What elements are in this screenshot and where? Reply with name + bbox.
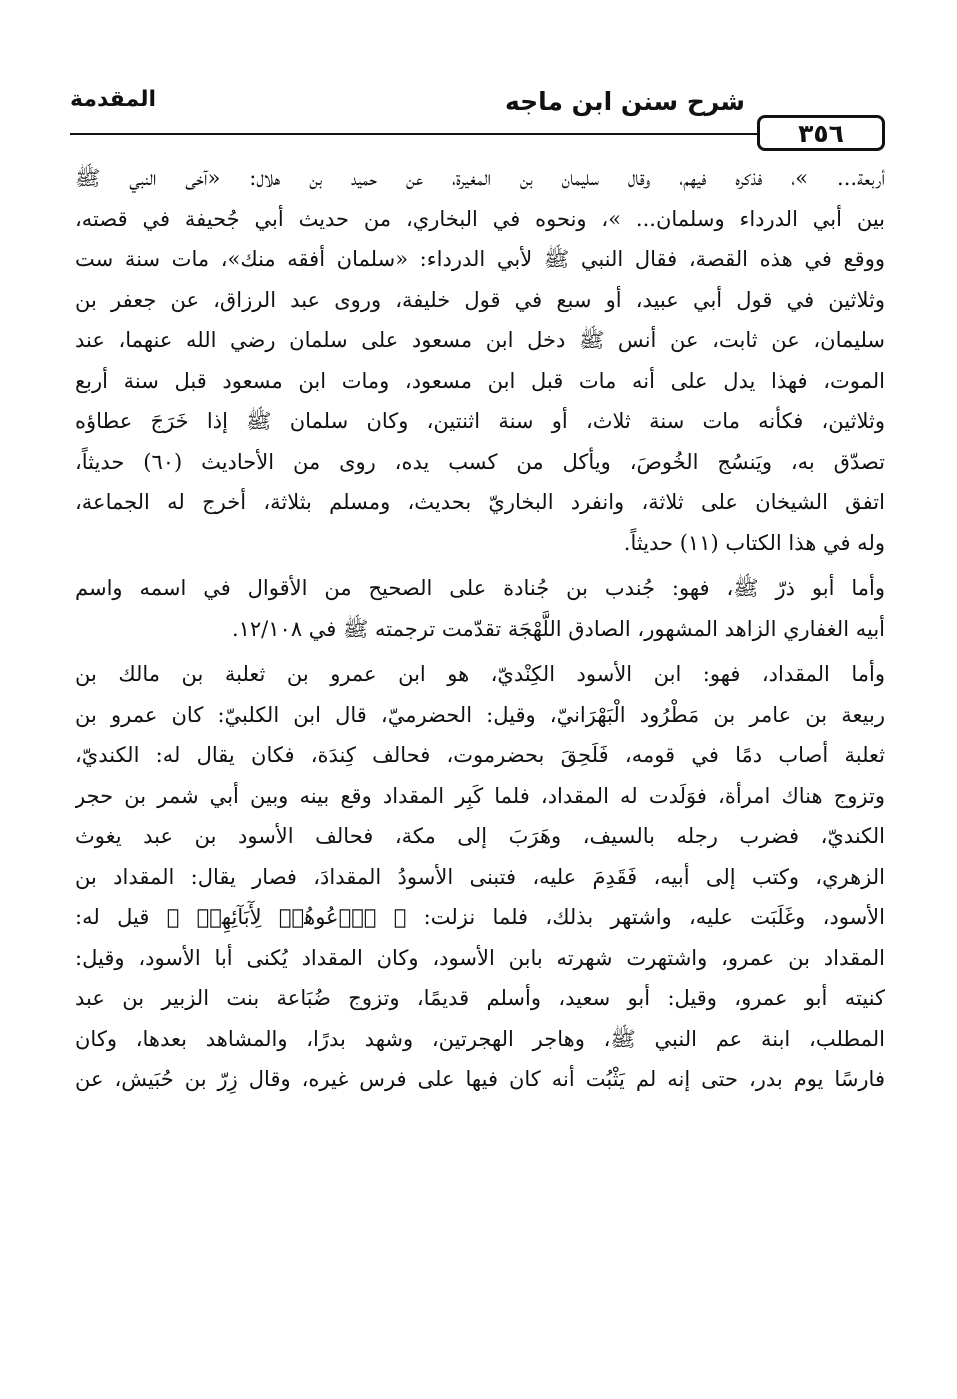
- body-text: [75, 158, 885, 1100]
- text-line: المطلب، ابنة عم النبي ﷺ، وهاجر الهجرتين، وشهد بدرًا، والمشاهد بعدها، وكان: [75, 1026, 885, 1051]
- text-line: كنيته أبو عمرو، وقيل: أبو سعيد، وأسلم قديمًا، وتزوج ضُبَاعة بنت الزبير بن عبد: [75, 986, 885, 1010]
- page-number: ٣٥٦: [757, 115, 885, 151]
- text-line: ووقع في هذه القصة، فقال النبي ﷺ لأبي الدرداء: «سلمان أفقه منك»، مات سنة ست: [75, 247, 885, 271]
- text-line: الموت، فهذا يدل على أنه مات قبل ابن مسعود، ومات ابن مسعود قبل سنة أربع: [75, 368, 885, 393]
- text-line: أربعة... »، فذكره فيهم، وقال سليمان بن المغيرة، عن حميد بن هلال: «آخى النبي ﷺ: [75, 166, 885, 190]
- book-title: شرح سنن ابن ماجه: [504, 87, 745, 116]
- text-line: ثعلبة أصاب دمًا في قومه، فَلَحِقَ بحضرموت، فحالف كِندَة، فكان يقال له: الكنديّ،: [75, 743, 885, 767]
- text-line: سليمان، عن ثابت، عن أنس ﷺ دخل ابن مسعود على سلمان رضي الله عنهما، عند: [75, 328, 885, 352]
- page-header: [70, 85, 885, 148]
- text-line: وثلاثين في قول أبي عبيد، أو سبع في قول خليفة، وروى عبد الرزاق، عن جعفر بن: [75, 287, 885, 312]
- text-line: ربيعة بن عامر بن مَطْرُود الْبَهْرَانيّ، وقيل: الحضرميّ، قال ابن الكلبيّ: كان عمرو بن: [75, 702, 885, 727]
- text-line: وثلاثين، فكأنه مات سنة ثلاث، أو سنة اثنتين، وكان سلمان ﷺ إذا خَرَجَ عطاؤه: [75, 409, 885, 433]
- text-line: الزهري، وكتب إلى أبيه، فَقَدِمَ عليه، فتبنى الأسودُ المقدادَ، فصار يقال: المقداد بن: [75, 864, 885, 889]
- text-line: وله في هذا الكتاب (١١) حديثاً.: [623, 530, 885, 555]
- text-line: وأما أبو ذرّ ﷺ، فهو: جُندب بن جُنادة على الصحيح من الأقوال في اسمه واسم: [75, 576, 885, 600]
- section-title: المقدمة: [70, 87, 157, 112]
- text-line: أبيه الغفاري الزاهد المشهور، الصادق اللَّهْجَة تقدّمت ترجمته ﷺ في ١٢/١٠٨.: [231, 616, 885, 641]
- text-line: الأسود، وغَلَبَت عليه، واشتهر بذلك، فلما نزلت: ﴿ ٱدۡعُوهُمۡ لِأٓبَآئِهِمۡ ﴾ قيل له:: [75, 905, 885, 929]
- text-line: بين أبي الدرداء وسلمان... »، ونحوه في البخاري، من حديث أبي جُحيفة في قصته،: [75, 206, 885, 231]
- text-line: فارسًا يوم بدر، حتى إنه لم يَثْبُت أنه كان فيها على فرس غيره، وقال زِرّ بن حُبَيش، عن: [75, 1067, 885, 1091]
- text-line: الكنديّ، فضرب رجله بالسيف، وهَرَبَ إلى مكة، فحالف الأسود بن عبد يغوث: [75, 824, 885, 848]
- header-rule: [70, 133, 759, 135]
- text-line: وتزوج هناك امرأة، فوَلَدت له المقداد، فلما كَبِر المقداد وقع بينه وبين أبي شمر بن حجر: [75, 783, 885, 808]
- text-line: اتفق الشيخان على ثلاثة، وانفرد البخاريّ بحديث، ومسلم بثلاثة، أخرج له الجماعة،: [75, 490, 885, 514]
- text-line: وأما المقداد، فهو: ابن الأسود الكِنْديّ، هو ابن عمرو بن ثعلبة بن مالك بن: [75, 662, 885, 686]
- text-line: تصدّق به، ويَنسُج الخُوصَ، ويأكل من كسب يده، روى من الأحاديث (٦٠) حديثاً،: [75, 449, 885, 474]
- text-line: المقداد بن عمرو، واشتهرت شهرته بابن الأسود، وكان المقداد يُكنى أبا الأسود، وقيل:: [75, 945, 885, 970]
